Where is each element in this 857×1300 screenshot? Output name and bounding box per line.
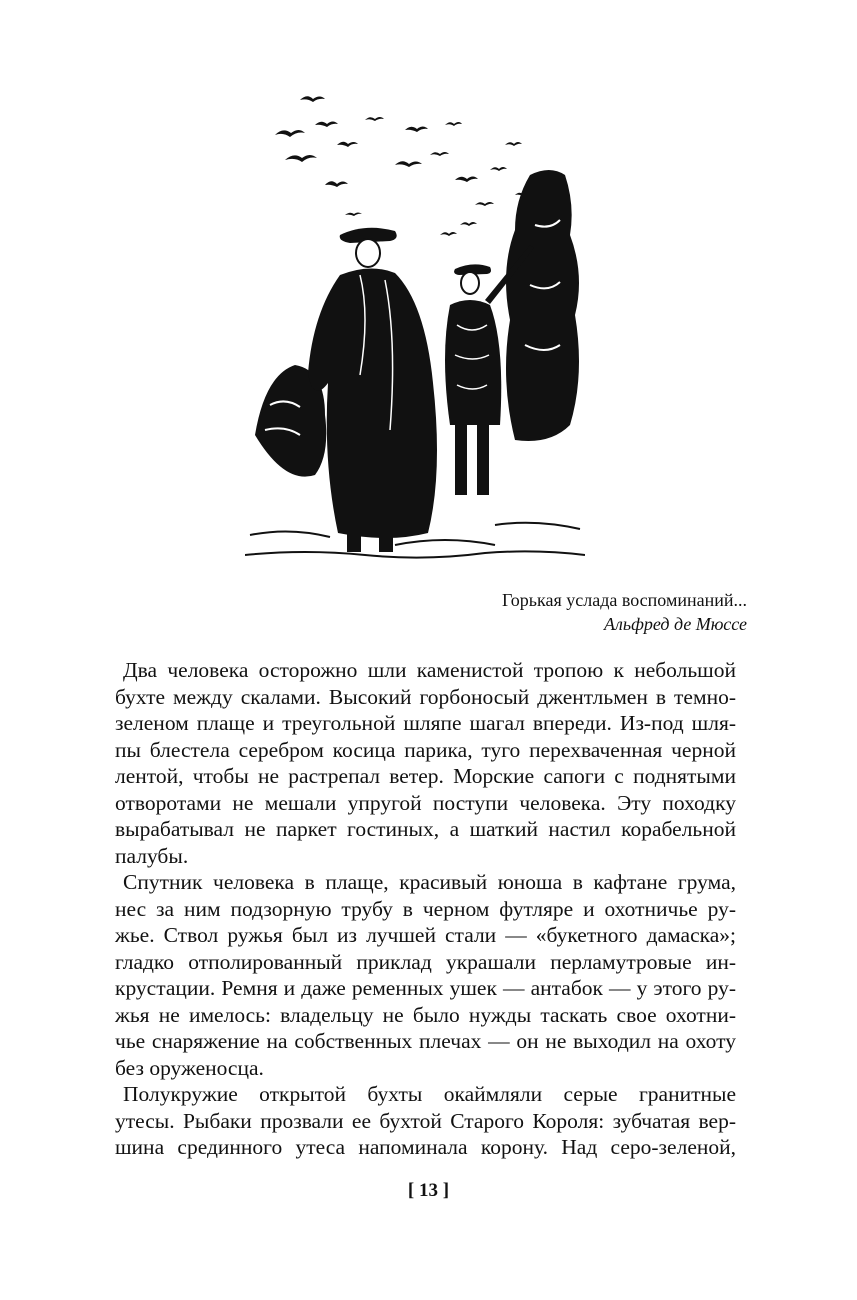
text-line: бухте между скалами. Высокий горбоносый джентльмен в темно-	[115, 684, 736, 709]
text-line: чье снаряжение на собственных плечах — он не выходил на охоту	[115, 1029, 736, 1053]
epigraph-quote: Горькая услада воспоминаний...	[501, 590, 747, 610]
text-line: Два человека осторожно шли каменистой тропою к небольшой	[123, 658, 736, 682]
text-line: вырабатывал не паркет гостиных, а шаткий настил корабельной	[115, 817, 736, 841]
illustration	[245, 85, 585, 560]
text-line: палубы.	[115, 843, 189, 868]
text-line: нес за ним подзорную трубу в черном футляре и охотничье ру-	[115, 896, 736, 921]
text-line: пы блестела серебром косица парика, туго перехваченная черной	[115, 737, 736, 762]
text-line: гладко отполированный приклад украшали перламутровые ин-	[115, 949, 736, 974]
paragraph	[115, 657, 736, 869]
epigraph-author: Альфред де Мюссе	[604, 614, 747, 634]
text-line: зеленом плаще и треугольной шляпе шагал впереди. Из-под шля-	[115, 711, 736, 735]
text-line: жья не имелось: владельцу не было нужды таскать свое охотни-	[115, 1002, 736, 1027]
text-line: отворотами не мешали упругой поступи человека. Эту походку	[115, 790, 736, 815]
text-line: Полукружие открытой бухты окаймляли серые гранитные	[123, 1082, 736, 1106]
paragraph	[115, 869, 736, 1081]
text-line: без оруженосца.	[115, 1055, 264, 1080]
text-line: Спутник человека в плаще, красивый юноша в кафтане грума,	[123, 870, 736, 894]
figures-icon	[308, 228, 534, 552]
body-text	[115, 657, 736, 1161]
paragraph	[115, 1081, 736, 1161]
text-line: крустации. Ремня и даже ременных ушек — антабок — у этого ру-	[115, 976, 736, 1000]
epigraph	[502, 588, 747, 636]
text-line: жье. Ствол ружья был из лучшей стали — «букетного дамаска»;	[115, 923, 736, 947]
text-line: утесы. Рыбаки прозвали ее бухтой Старого Короля: зубчатая вер-	[115, 1108, 736, 1133]
birds-icon	[275, 96, 530, 236]
page-number: [ 13 ]	[407, 1180, 450, 1201]
text-line: шина срединного утеса напоминала корону. Над серо-зеленой,	[115, 1135, 736, 1159]
text-line: лентой, чтобы не растрепал ветер. Морские сапоги с поднятыми	[115, 764, 736, 788]
